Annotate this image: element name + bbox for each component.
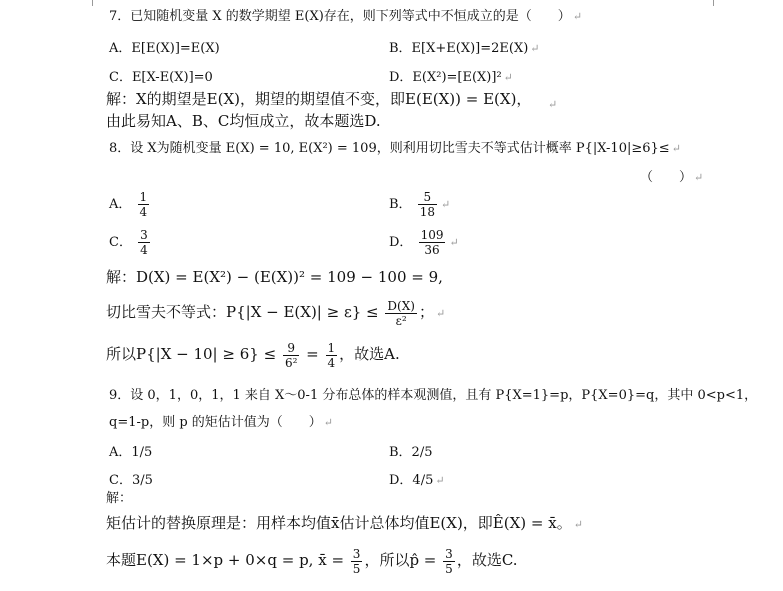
paragraph-mark-icon: ↵ bbox=[435, 307, 446, 320]
q8-solution-line-3: 所以P{|X − 10| ≥ 6} ≤ $\frac{9}{\text{6²}}$ = $\frac{1}{4}$ ，故选A. bbox=[106, 340, 400, 370]
q7-solution-line-2: 由此易知A、B、C均恒成立，故本题选D. bbox=[106, 112, 381, 130]
paragraph-mark-icon: ↵ bbox=[449, 236, 459, 249]
fraction: $\frac{1}{4}$ bbox=[327, 340, 336, 370]
fraction: $\frac{9}{\text{6²}}$ bbox=[284, 340, 298, 370]
corner-mark-top-right bbox=[713, 0, 720, 6]
fraction: $\frac{5}{18}$ bbox=[419, 190, 435, 219]
q7-solution-line-1: 解：X的期望是E(X)，期望的期望值不变，即E(E(X)) = E(X)， bbox=[106, 90, 532, 108]
q9-option-b: B．2/5 bbox=[389, 445, 433, 460]
q8-option-a: A． $\frac{1}{4}$ bbox=[109, 190, 148, 219]
q7-option-b: B．E[X+E(X)]=2E(X) ↵ bbox=[389, 41, 540, 56]
q7-stem: 7．已知随机变量 X 的数学期望 E(X)存在，则下列等式中不恒成立的是（ ） ↵ bbox=[109, 9, 583, 24]
paragraph-mark-icon: ↵ bbox=[548, 98, 558, 111]
q8-option-b: B． $\frac{5}{18}$ ↵ bbox=[389, 190, 451, 219]
q8-option-d: D． $\frac{109}{36}$ ↵ bbox=[389, 228, 459, 257]
paragraph-mark-icon: ↵ bbox=[671, 142, 681, 155]
fraction: $\frac{D(X)}{\text{ε²}}$ bbox=[387, 298, 415, 328]
fraction: $\frac{3}{5}$ bbox=[352, 546, 361, 576]
paragraph-mark-icon: ↵ bbox=[440, 198, 451, 211]
paragraph-mark-icon: ↵ bbox=[572, 10, 583, 23]
paragraph-mark-icon: ↵ bbox=[530, 42, 540, 55]
q9-option-a: A．1/5 bbox=[109, 445, 153, 460]
fraction: $\frac{109}{36}$ bbox=[420, 228, 444, 257]
q9-stem-line-2: q=1-p，则 p 的矩估计值为（ ） ↵ bbox=[109, 415, 334, 430]
q8-option-c: C． $\frac{3}{4}$ bbox=[109, 228, 148, 257]
q8-solution-line-2: 切比雪夫不等式：P{|X − E(X)| ≥ ε} ≤ $\frac{D(X)}{\text{ε²}}$ ； ↵ bbox=[106, 298, 446, 328]
q8-answer-paren: （ ） ↵ bbox=[640, 170, 704, 185]
q9-stem-line-1: 9．设 0，1，0，1，1 来自 X～0-1 分布总体的样本观测值，且有 P{X=1}=p，P{X=0}=q，其中 0<p<1， bbox=[109, 388, 758, 403]
fraction: $\frac{3}{5}$ bbox=[445, 546, 453, 576]
paragraph-mark-icon: ↵ bbox=[323, 416, 334, 429]
q7-option-a: A．E[E(X)]=E(X) bbox=[109, 41, 220, 56]
paragraph-mark-icon: ↵ bbox=[694, 171, 704, 184]
q8-stem: 8．设 X为随机变量 E(X) = 10, E(X²) = 109，则利用切比雪夫不等式估计概率 P{|X-10|≥6}≤ ↵ bbox=[109, 141, 681, 156]
paragraph-mark-icon: ↵ bbox=[573, 518, 583, 531]
q7-option-c: C．E[X-E(X)]=0 bbox=[109, 70, 213, 85]
corner-mark-top-left bbox=[86, 0, 93, 6]
fraction: $\frac{3}{4}$ bbox=[140, 228, 148, 257]
paragraph-mark-icon: ↵ bbox=[503, 71, 513, 84]
q9-solution-line-2: 本题E(X) = 1×p + 0×q = p, x̄ = $\frac{3}{5}$ ，所以p̂ = $\frac{3}{5}$ ，故选C. bbox=[106, 546, 518, 576]
q7-option-d: D．E(X²)=[E(X)]² ↵ bbox=[389, 70, 513, 85]
paragraph-mark-icon: ↵ bbox=[435, 474, 445, 487]
q9-solution-line-1: 矩估计的替换原理是：用样本均值x̄估计总体均值E(X)，即Ê(X) = x̄。 ↵ bbox=[106, 514, 583, 532]
q9-option-d: D．4/5 ↵ bbox=[389, 473, 445, 488]
fraction: $\frac{1}{4}$ bbox=[139, 190, 148, 219]
q9-solution-label: 解： bbox=[106, 491, 133, 506]
q8-solution-line-1: 解：D(X) = E(X²) − (E(X))² = 109 − 100 = 9, bbox=[106, 268, 443, 286]
q9-option-c: C．3/5 bbox=[109, 473, 153, 488]
